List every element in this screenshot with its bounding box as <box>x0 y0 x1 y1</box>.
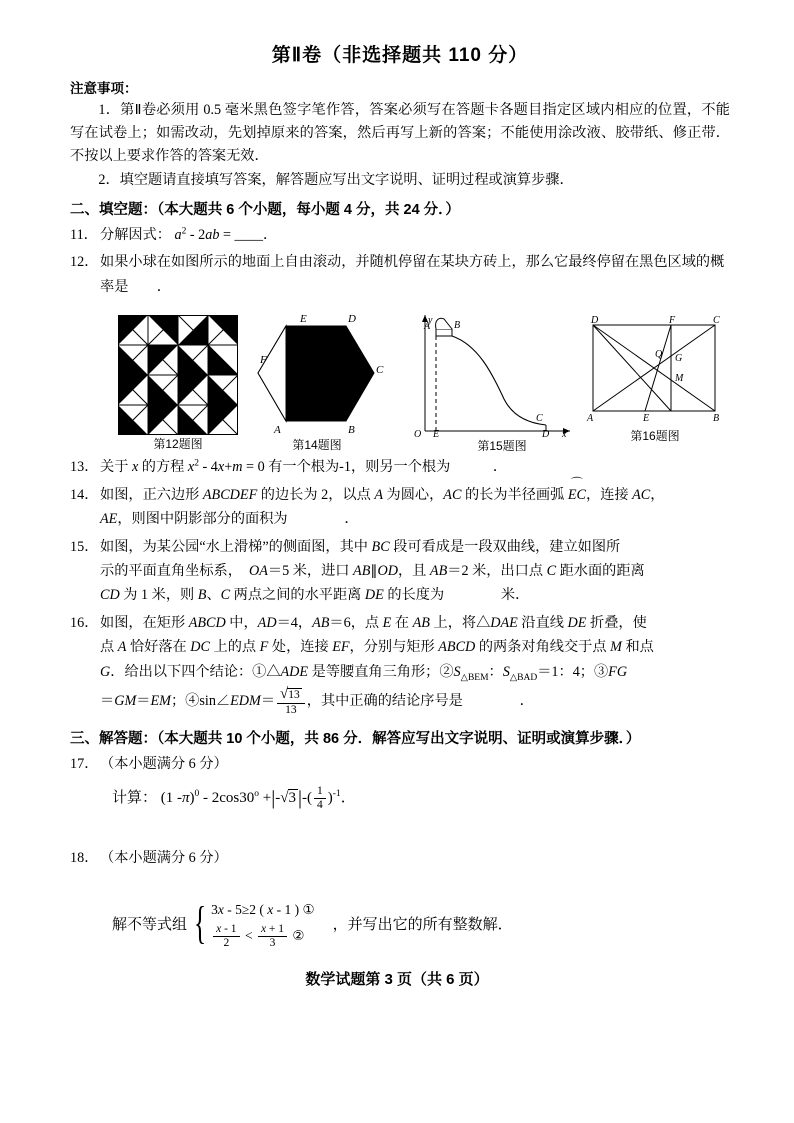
notice-heading: 注意事项： <box>70 81 138 96</box>
question-18-head: （本小题满分 6 分） <box>100 850 228 867</box>
figure-14-graphic <box>256 311 386 436</box>
question-11-text: 分解因式： <box>100 227 171 243</box>
svg-text:A: A <box>424 321 431 333</box>
svg-text:F: F <box>669 315 676 327</box>
figure-16-caption: 第16题图 <box>630 429 680 444</box>
svg-text:D: D <box>591 315 599 327</box>
question-12-text: 如果小球在如图所示的地面上自由滚动，并随机停留在某块方砖上，那么它最终停留在黑色区域的概率是 ． <box>100 254 725 295</box>
svg-text:E: E <box>300 313 307 326</box>
notice-item-2: 2．填空题请直接填写答案，解答题应写出文字说明、证明过程或演算步骤． <box>98 172 574 188</box>
question-14 <box>70 483 730 532</box>
fraction-one-fourth: $\frac{1}{4}$ <box>314 785 326 812</box>
figure-15 <box>400 303 580 454</box>
question-17-label: 计算： <box>112 789 158 806</box>
svg-text:y: y <box>428 315 433 327</box>
question-13-math: $x^2 - 4x+m = 0$ <box>187 458 265 476</box>
question-17-head: （本小题满分 6 分） <box>100 756 228 773</box>
question-11 <box>70 223 730 247</box>
question-11-body <box>100 223 730 247</box>
question-13-post: 有一个根为-1，则另一个根为 <box>268 459 451 476</box>
svg-text:E: E <box>433 429 440 438</box>
question-15-body: 如图，为某公园“水上滑梯”的侧面图，其中 BC 段可看成是一段双曲线，建立如图所 示的平面直角坐标系， OA＝5 米，进口 AB∥OD，且 AB＝2 米，出口点 C 距水面的距离 CD 为 1 米，则 B、C 两点之间的水平距离 DE 的长度为 米． <box>100 538 645 604</box>
question-16-body: 如图，在矩形 ABCD 中，AD＝4，AB＝6，点 E 在 AB 上，将△DAE 沿直线 DE 折叠，使 点 A 恰好落在 DC 上的点 F 处，连接 EF，分别与矩形 ABCD 的两条对角线交于点 M 和点 G．给出以下四个结论：①△ADE 是等腰直角三角形；$②S_{\triangle BEM}$：$S_{\triangle BAD}=1$：4；③FG ＝GM＝EM；④sin∠EDM＝ $\frac{√13}{13}$ ，其中正确的结论序号是 ． <box>100 614 654 717</box>
question-16 <box>70 611 730 717</box>
inequality-2: $\frac{x - 1}{2}$ < $\frac{x + 1}{3}$ ② <box>211 923 315 951</box>
question-13-mid: 的方程 <box>141 459 185 476</box>
figure-12-caption: 第12题图 <box>153 437 203 452</box>
system-rows <box>211 897 315 951</box>
fraction-sqrt13-13: $\frac{√13}{13}$ <box>277 686 305 717</box>
svg-text:B: B <box>454 320 461 332</box>
svg-text:A: A <box>587 413 594 425</box>
svg-text:x: x <box>562 429 567 438</box>
question-12-number: 12． <box>70 254 99 271</box>
svg-text:C: C <box>376 364 384 377</box>
figure-15-caption: 第15题图 <box>477 439 527 454</box>
figure-15-graphic <box>400 303 580 437</box>
svg-text:O: O <box>414 429 422 438</box>
section-2-heading: 二、填空题：（本大题共 6 个小题，每小题 4 分，共 24 分．） <box>70 202 460 218</box>
question-18 <box>70 846 730 870</box>
question-18-number: 18． <box>70 850 99 867</box>
question-18-tail: ，并写出它的所有整数解． <box>332 917 513 934</box>
question-13-number: 13． <box>70 459 99 476</box>
svg-text:A: A <box>274 424 281 437</box>
fraction-x-minus-1-over-2: $\frac{x - 1}{2}$ <box>213 923 239 950</box>
svg-text:C: C <box>713 315 720 327</box>
svg-text:G: G <box>675 353 683 365</box>
svg-text:E: E <box>643 413 650 425</box>
question-11-number: 11． <box>70 227 98 243</box>
question-13-body <box>100 455 730 479</box>
figure-16 <box>585 315 725 444</box>
notice-item-1: 1．第Ⅱ卷必须用 0.5 毫米黑色签字笔作答，答案必须写在答题卡各题目指定区域内相应的位置，不能写在试卷上；如需改动，先划掉原来的答案，然后再写上新的答案；不能使用涂改液、胶带纸、修正带．不按以上要求作答的答案无效． <box>70 102 730 164</box>
figure-12 <box>118 315 238 452</box>
svg-text:C: C <box>536 413 543 425</box>
page-content <box>70 28 730 950</box>
page-title: 第Ⅱ卷（非选择题共 110 分） <box>271 45 529 66</box>
svg-text:B: B <box>348 424 355 437</box>
svg-text:D: D <box>542 429 550 438</box>
question-11-tail: ． <box>262 227 278 243</box>
question-15-number: 15． <box>70 538 99 555</box>
inequality-1: 3x - 5≥2 ( x - 1 ) ① <box>211 901 315 917</box>
question-11-math: $a^2 - 2ab$ = ____ <box>174 226 263 243</box>
section-3-heading: 三、解答题：（本大题共 10 个小题，共 86 分．解答应写出文字说明、证明或演算步骤．） <box>70 731 641 748</box>
figure-row <box>70 303 730 453</box>
svg-text:F: F <box>260 354 267 367</box>
figure-14-caption: 第14题图 <box>292 438 342 453</box>
question-13-blank: ． <box>450 459 508 476</box>
question-17-expression: 计算： (1 $-\pi)^0 - 2\cos 30^o +|-√3$ |-( $\frac{1}{4}$ )$^{-1}$． <box>112 784 356 811</box>
question-18-label: 解不等式组 <box>112 917 188 934</box>
question-16-number: 16． <box>70 614 99 631</box>
fraction-x-plus-1-over-3: $\frac{x + 1}{3}$ <box>258 923 287 950</box>
figure-12-graphic <box>118 315 238 435</box>
question-13-pre: 关于 <box>100 459 129 476</box>
arc-EC: ⌒ EC <box>568 483 586 507</box>
question-13-var: x <box>131 459 139 476</box>
svg-text:M: M <box>675 373 684 385</box>
question-18-expression <box>112 897 730 951</box>
system-brace: { <box>193 897 207 949</box>
page-footer: 数学试题第 3 页（共 6 页） <box>305 971 489 988</box>
svg-text:D: D <box>348 313 356 326</box>
question-15 <box>70 535 730 608</box>
question-14-number: 14． <box>70 486 99 503</box>
svg-text:Q: Q <box>655 349 663 361</box>
question-12 <box>70 250 730 299</box>
question-17-number: 17． <box>70 756 99 773</box>
question-14-body: 如图，正六边形 ABCDEF 的边长为 2，以点 A 为圆心，AC 的长为半径画弧 ⌒ EC，连接 AC， AE，则图中阴影部分的面积为 ． <box>100 483 730 532</box>
figure-16-graphic <box>585 315 725 427</box>
figure-14 <box>256 311 386 453</box>
question-17 <box>70 752 730 776</box>
svg-text:B: B <box>713 413 720 425</box>
question-13 <box>70 455 730 479</box>
